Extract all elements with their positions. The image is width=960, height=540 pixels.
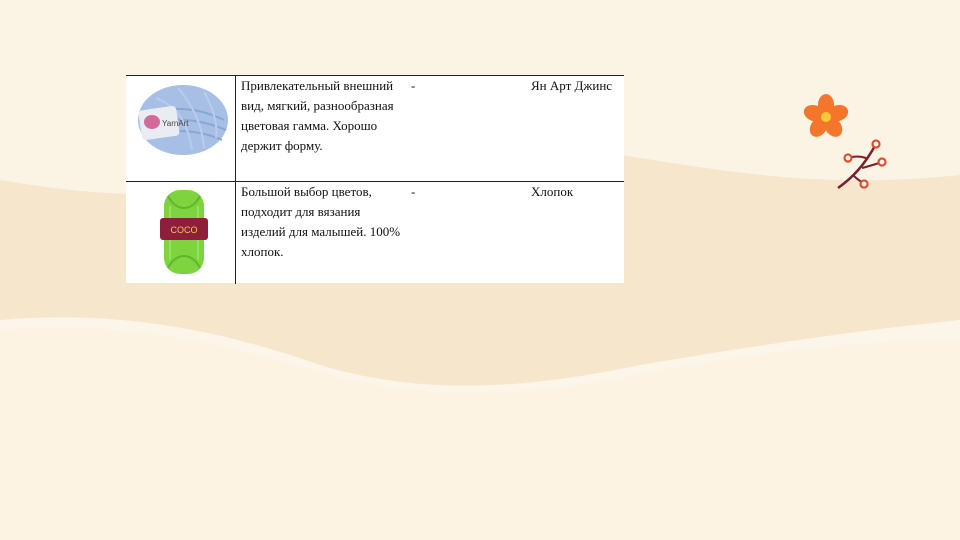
- product-image-cell: [126, 76, 236, 182]
- green-yarn-skein-image: [126, 182, 235, 282]
- flower-icon: [800, 92, 852, 142]
- yarn-table: [126, 75, 624, 283]
- table-row: [126, 76, 624, 182]
- yarn-label-text: COCO: [170, 225, 198, 235]
- dash-cell: -: [406, 76, 528, 182]
- berry-branch-icon: [834, 138, 890, 192]
- blue-yarn-ball-image: [126, 76, 235, 176]
- product-image-cell: [126, 182, 236, 285]
- description-cell: Привлекательный внешний вид, мягкий, разнообразная цветовая гамма. Хорошо держит форму.: [236, 76, 407, 182]
- dash-cell: -: [406, 182, 528, 285]
- description-cell: Большой выбор цветов, подходит для вязания изделий для малышей. 100% хлопок.: [236, 182, 407, 285]
- yarn-label-text: YarnArt: [162, 119, 189, 128]
- brand-cell: Хлопок: [528, 182, 624, 285]
- table-row: [126, 182, 624, 285]
- brand-cell: Ян Арт Джинс: [528, 76, 624, 182]
